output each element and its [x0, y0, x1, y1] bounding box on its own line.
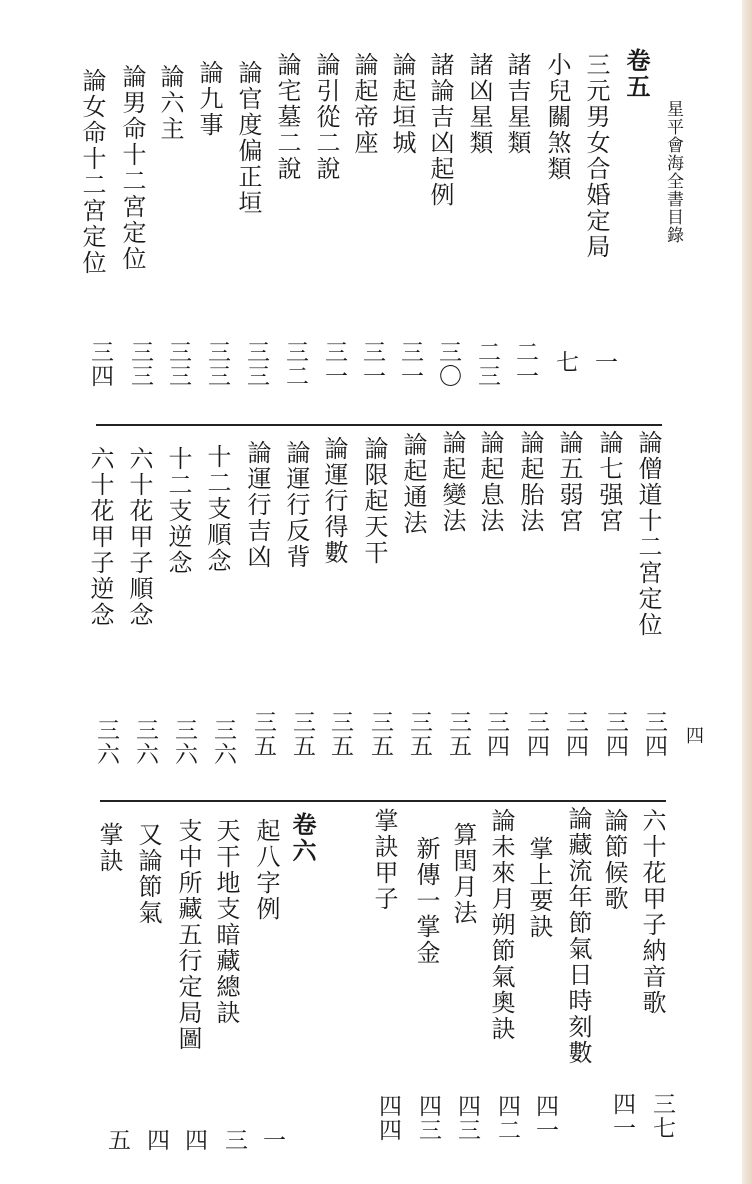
entry-page: 二一 — [512, 340, 538, 388]
entry-title: 論官度偏正垣 — [234, 60, 262, 216]
entry-page: 三四 — [562, 710, 588, 758]
entry-page: 三三 — [165, 340, 191, 388]
entry-title: 論七强宮 — [595, 430, 623, 534]
entry-page: 三 — [221, 1128, 247, 1152]
entry-page: 二三 — [474, 340, 500, 388]
entry-page: 三三 — [204, 340, 230, 388]
entry-title: 天干地支暗藏總訣 — [212, 818, 240, 1026]
entry-page: 四一 — [532, 1094, 558, 1142]
entry-title: 支中所藏五行定局圖 — [174, 818, 202, 1052]
entry-title: 論起帝座 — [350, 52, 378, 156]
entry-title: 掌訣 — [95, 822, 123, 874]
entry-page: 一 — [591, 350, 617, 374]
entry-page: 三四 — [602, 710, 628, 758]
entry-title: 三元男女合婚定局 — [582, 52, 610, 260]
entry-title: 諸凶星類 — [465, 52, 493, 156]
entry-title: 六十花甲子納音歌 — [638, 808, 666, 1016]
entry-title: 論起通法 — [399, 432, 427, 536]
entry-page: 四三 — [415, 1094, 441, 1142]
running-header: 星平會海全書目錄 — [663, 100, 683, 244]
section-divider-2 — [100, 800, 666, 802]
entry-page: 三六 — [210, 718, 236, 766]
entry-page: 三一 — [321, 340, 347, 388]
entry-page: 三三 — [127, 340, 153, 388]
entry-title: 論節候歌 — [600, 808, 628, 912]
entry-title: 論起垣城 — [388, 52, 416, 156]
entry-page: 三五 — [327, 710, 353, 758]
entry-title: 掌訣甲子 — [370, 808, 398, 912]
entry-page: 三四 — [483, 710, 509, 758]
entry-title: 論起胎法 — [516, 430, 544, 534]
entry-page: 三六 — [171, 718, 197, 766]
entry-title: 六十花甲子順念 — [125, 446, 153, 628]
entry-title: 論運行吉凶 — [243, 440, 271, 570]
entry-page: 三四 — [523, 710, 549, 758]
entry-page: 三〇 — [435, 340, 461, 388]
entry-title: 論起變法 — [438, 430, 466, 534]
entry-page: 三一 — [397, 340, 423, 388]
entry-title: 小兒關煞類 — [543, 52, 571, 182]
entry-title: 論宅墓二說 — [273, 52, 301, 182]
entry-title: 論運行得數 — [320, 436, 348, 566]
entry-title: 論僧道十二宮定位 — [634, 430, 662, 638]
entry-page: 四一 — [609, 1092, 635, 1140]
entry-page: 三一 — [359, 340, 385, 388]
entry-page: 三四 — [641, 710, 667, 758]
scan-edge — [742, 0, 752, 1184]
entry-page: 三五 — [367, 710, 393, 758]
entry-page: 四三 — [454, 1094, 480, 1142]
entry-page: 四四 — [375, 1094, 401, 1142]
entry-title: 論限起天干 — [360, 436, 388, 566]
entry-title: 算閏月法 — [449, 822, 477, 926]
entry-title: 諸論吉凶起例 — [426, 52, 454, 208]
entry-title: 論運行反背 — [282, 440, 310, 570]
entry-title: 六十花甲子逆念 — [86, 446, 114, 628]
entry-page: 三三 — [243, 340, 269, 388]
entry-page: 七 — [552, 350, 578, 374]
entry-page: 三五 — [250, 710, 276, 758]
entry-title: 論引從二說 — [312, 52, 340, 182]
entry-page: 三五 — [445, 710, 471, 758]
page-number: 四 — [683, 726, 704, 744]
entry-title: 掌上要訣 — [525, 836, 553, 940]
entry-title: 論男命十二宮定位 — [118, 64, 146, 272]
entry-page: 三六 — [93, 718, 119, 766]
entry-page: 三五 — [289, 710, 315, 758]
entry-title: 論六主 — [156, 64, 184, 142]
entry-page: 四 — [143, 1128, 169, 1152]
entry-page: 四二 — [494, 1094, 520, 1142]
entry-page: 五 — [104, 1128, 130, 1152]
entry-title: 論未來月朔節氣奧訣 — [487, 808, 515, 1042]
entry-title: 論九事 — [195, 60, 223, 138]
entry-page: 三六 — [132, 718, 158, 766]
entry-title: 新傳一掌金 — [412, 836, 440, 966]
volume-heading: 卷六 — [288, 812, 317, 864]
entry-title: 論女命十二宮定位 — [78, 68, 106, 276]
entry-title: 十二支逆念 — [164, 446, 192, 576]
section-divider-1 — [96, 424, 662, 426]
entry-title: 又論節氣 — [134, 822, 162, 926]
entry-title: 論起息法 — [476, 430, 504, 534]
entry-title: 論藏流年節氣日時刻數 — [564, 806, 592, 1066]
entry-page: 三七 — [649, 1092, 675, 1140]
entry-title: 諸吉星類 — [503, 52, 531, 156]
entry-page: 三五 — [406, 710, 432, 758]
entry-page: 三四 — [87, 340, 113, 388]
entry-page: 一 — [259, 1128, 285, 1152]
entry-title: 十二支順念 — [203, 444, 231, 574]
entry-page: 四 — [181, 1128, 207, 1152]
entry-title: 起八字例 — [252, 818, 280, 922]
volume-heading: 卷五 — [622, 48, 651, 100]
entry-title: 論五弱宮 — [555, 430, 583, 534]
entry-page: 三二 — [282, 340, 308, 388]
